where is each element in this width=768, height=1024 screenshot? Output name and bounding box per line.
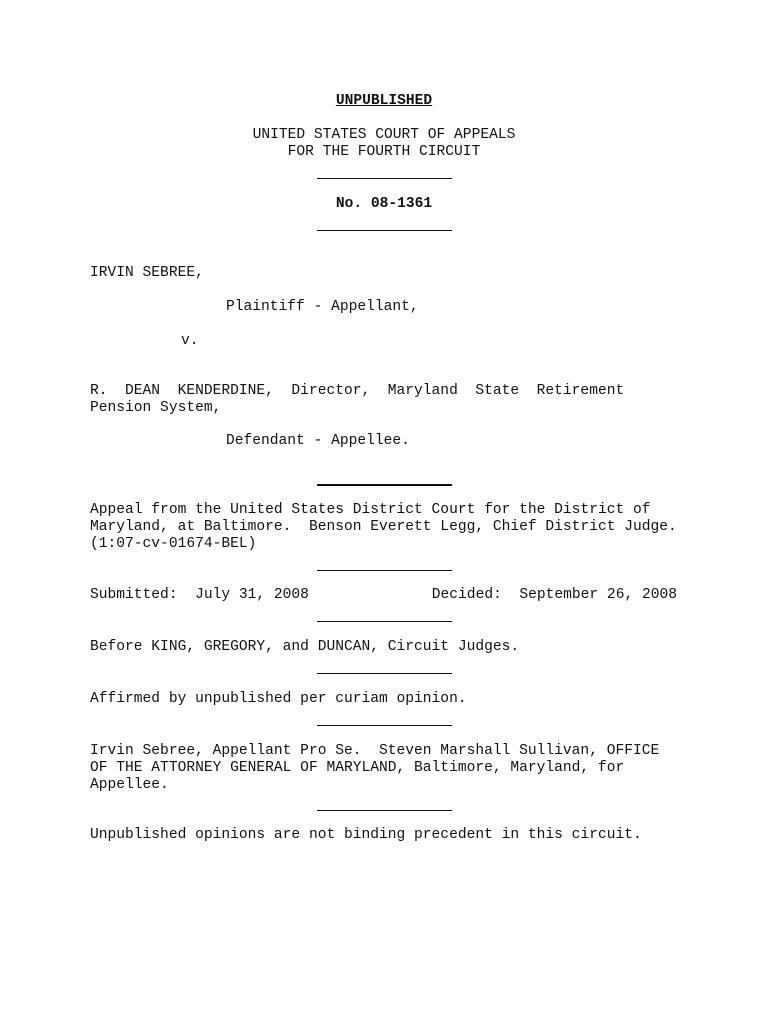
divider	[317, 725, 452, 726]
divider	[317, 230, 452, 231]
counsel-line2: OF THE ATTORNEY GENERAL OF MARYLAND, Baltimore, Maryland, for	[90, 760, 625, 776]
dates-row	[90, 587, 677, 604]
defendant-name-line1: R. DEAN KENDERDINE, Director, Maryland State Retirement	[90, 383, 625, 399]
defendant-name-line2: Pension System,	[90, 400, 222, 416]
decided-date: Decided: September 26, 2008	[431, 587, 677, 603]
counsel-line1: Irvin Sebree, Appellant Pro Se. Steven Marshall Sullivan, OFFICE	[90, 743, 660, 759]
court-name-line2: FOR THE FOURTH CIRCUIT	[287, 144, 481, 160]
divider	[317, 673, 452, 674]
plaintiff-name: IRVIN SEBREE,	[90, 265, 204, 281]
divider	[317, 178, 452, 179]
precedent-notice: Unpublished opinions are not binding precedent in this circuit.	[90, 827, 642, 843]
plaintiff-role: Plaintiff - Appellant,	[226, 299, 419, 315]
submitted-date: Submitted: July 31, 2008	[90, 587, 309, 603]
versus: v.	[181, 333, 199, 349]
divider	[317, 810, 452, 811]
divider	[317, 570, 452, 571]
defendant-role: Defendant - Appellee.	[226, 433, 410, 449]
counsel-line3: Appellee.	[90, 777, 169, 793]
divider	[317, 621, 452, 622]
panel-judges: Before KING, GREGORY, and DUNCAN, Circuit Judges.	[90, 639, 520, 655]
divider	[317, 484, 452, 486]
unpublished-heading: UNPUBLISHED	[335, 93, 433, 109]
appeal-line2: Maryland, at Baltimore. Benson Everett Legg, Chief District Judge.	[90, 519, 677, 535]
case-number: No. 08-1361	[335, 196, 433, 212]
appeal-line1: Appeal from the United States District Court for the District of	[90, 502, 651, 518]
disposition: Affirmed by unpublished per curiam opinion.	[90, 691, 467, 707]
appeal-docket: (1:07-cv-01674-BEL)	[90, 536, 257, 552]
court-name-line1: UNITED STATES COURT OF APPEALS	[252, 127, 516, 143]
